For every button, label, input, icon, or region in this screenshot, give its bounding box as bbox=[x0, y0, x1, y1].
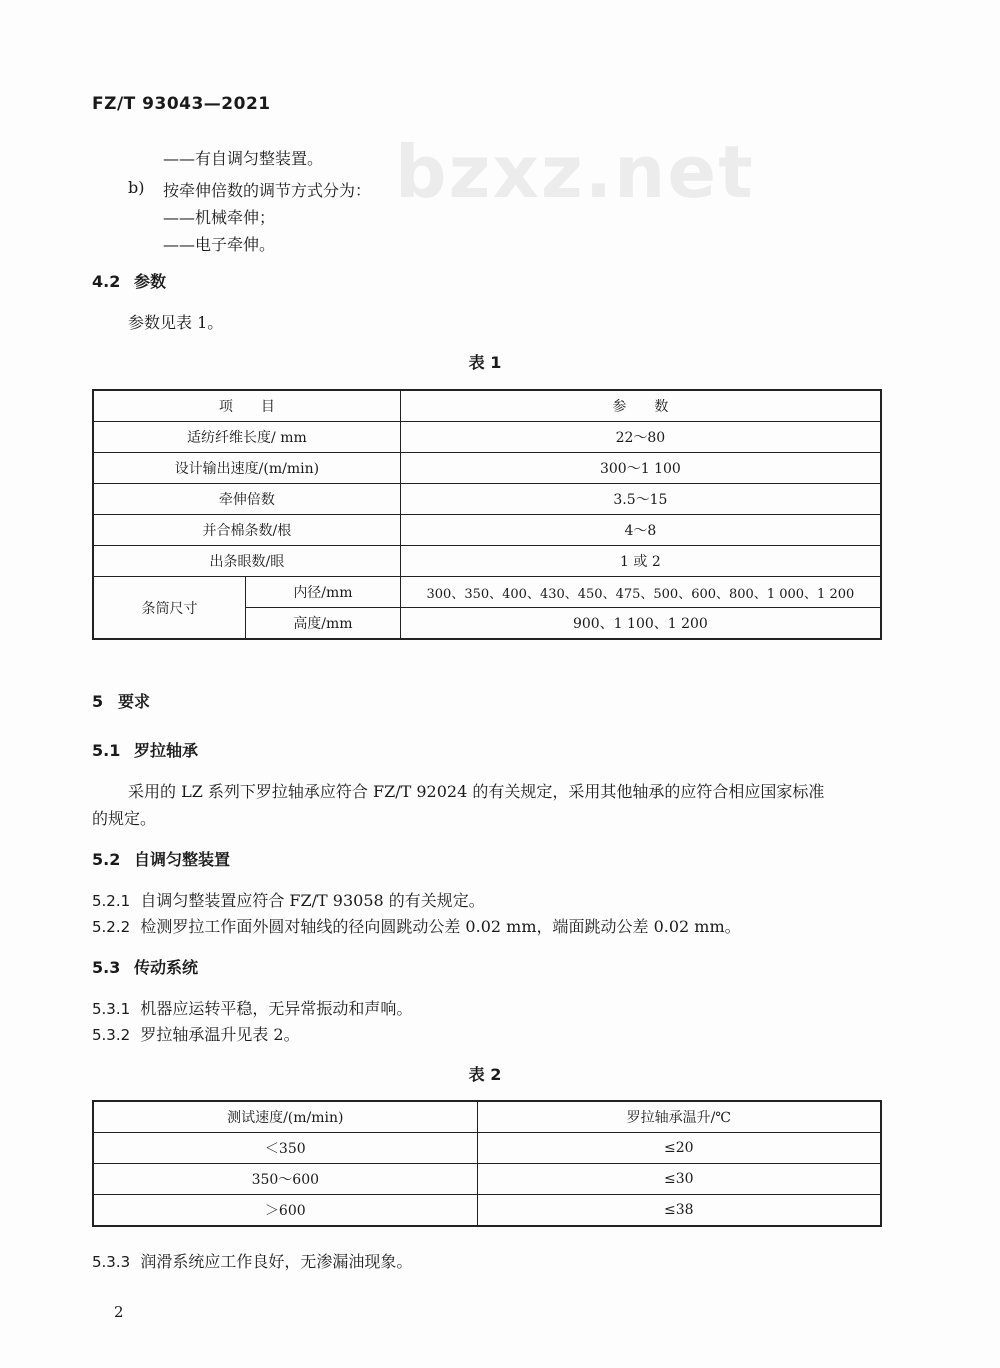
table-cell-speed: 350～600 bbox=[93, 1164, 477, 1195]
table2-caption: 表 2 bbox=[468, 1065, 502, 1084]
table1 bbox=[92, 389, 882, 640]
section-number: 5.1 bbox=[92, 741, 121, 760]
section-5-3-heading bbox=[92, 955, 198, 978]
watermark: bzxz.net bbox=[395, 130, 755, 214]
table1-caption: 表 1 bbox=[468, 353, 502, 372]
table-cell-sub-item: 内径/mm bbox=[246, 577, 401, 608]
section-title: 自调匀整装置 bbox=[134, 850, 231, 869]
table2 bbox=[92, 1100, 882, 1227]
table-row bbox=[93, 484, 881, 515]
table-cell-item: 设计输出速度/(m/min) bbox=[93, 453, 400, 484]
list-item-self-leveling: ——有自调匀整装置。 bbox=[163, 149, 324, 168]
table-cell-value: 3.5～15 bbox=[400, 484, 881, 515]
table-header-row bbox=[93, 1101, 881, 1133]
clause-text: 自调匀整装置应符合 FZ/T 93058 的有关规定。 bbox=[140, 891, 485, 910]
table-header-temp: 罗拉轴承温升/℃ bbox=[477, 1101, 881, 1133]
list-item-mechanical-draft: ——机械牵伸； bbox=[163, 208, 276, 227]
section-5-1-text-line2: 的规定。 bbox=[92, 809, 157, 828]
section-5-2-heading bbox=[92, 847, 230, 870]
table-header-row bbox=[93, 390, 881, 422]
section-4-2-text: 参数见表 1。 bbox=[128, 313, 224, 332]
clause-number: 5.3.1 bbox=[92, 1000, 131, 1018]
table-row bbox=[93, 1133, 881, 1164]
table-cell-value: 4～8 bbox=[400, 515, 881, 546]
table-header-speed: 测试速度/(m/min) bbox=[93, 1101, 477, 1133]
clause-text: 机器应运转平稳，无异常振动和声响。 bbox=[140, 999, 413, 1018]
table-cell-speed: ＜350 bbox=[93, 1133, 477, 1164]
clause-5-3-3 bbox=[92, 1249, 412, 1272]
list-item-electronic-draft: ——电子牵伸。 bbox=[163, 235, 276, 254]
table-header-item: 项 目 bbox=[93, 390, 400, 422]
section-5-1-text-line1: 采用的 LZ 系列下罗拉轴承应符合 FZ/T 92024 的有关规定，采用其他轴承的应符合相应国家标准 bbox=[128, 782, 825, 801]
clause-5-3-2 bbox=[92, 1022, 300, 1045]
table-row bbox=[93, 577, 881, 608]
table-cell-value: 300、350、400、430、450、475、500、600、800、1 000、1 200 bbox=[400, 577, 881, 608]
table-row bbox=[93, 515, 881, 546]
table-cell-speed: ＞600 bbox=[93, 1195, 477, 1227]
section-5-1-heading bbox=[92, 738, 198, 761]
standard-code-header: FZ/T 93043—2021 bbox=[92, 94, 271, 114]
clause-number: 5.2.2 bbox=[92, 918, 131, 936]
clause-number: 5.3.2 bbox=[92, 1026, 131, 1044]
clause-5-2-2 bbox=[92, 914, 741, 937]
clause-text: 罗拉轴承温升见表 2。 bbox=[140, 1025, 300, 1044]
section-title: 要求 bbox=[118, 692, 151, 711]
clause-5-2-1 bbox=[92, 888, 485, 911]
table-cell-item: 牵伸倍数 bbox=[93, 484, 400, 515]
table-cell-value: 900、1 100、1 200 bbox=[400, 608, 881, 640]
list-item-b-text: 按牵伸倍数的调节方式分为： bbox=[163, 181, 372, 200]
table-row bbox=[93, 1195, 881, 1227]
table-cell-temp: ≤38 bbox=[477, 1195, 881, 1227]
table-row bbox=[93, 422, 881, 453]
page-number: 2 bbox=[114, 1303, 124, 1321]
section-number: 5.3 bbox=[92, 958, 121, 977]
section-number: 4.2 bbox=[92, 272, 121, 291]
table-cell-value: 300～1 100 bbox=[400, 453, 881, 484]
clause-text: 检测罗拉工作面外圆对轴线的径向圆跳动公差 0.02 mm，端面跳动公差 0.02 mm。 bbox=[140, 917, 741, 936]
table-cell-item: 适纺纤维长度/ mm bbox=[93, 422, 400, 453]
section-title: 参数 bbox=[134, 272, 167, 291]
section-title: 传动系统 bbox=[134, 958, 199, 977]
table-cell-temp: ≤30 bbox=[477, 1164, 881, 1195]
table-row bbox=[93, 1164, 881, 1195]
section-5-heading bbox=[92, 689, 150, 712]
section-title: 罗拉轴承 bbox=[134, 741, 199, 760]
clause-number: 5.3.3 bbox=[92, 1253, 131, 1271]
section-4-2-heading bbox=[92, 269, 166, 292]
table-cell-item: 并合棉条数/根 bbox=[93, 515, 400, 546]
table-cell-item: 出条眼数/眼 bbox=[93, 546, 400, 577]
table-row bbox=[93, 453, 881, 484]
table-header-param: 参 数 bbox=[400, 390, 881, 422]
table-cell-value: 1 或 2 bbox=[400, 546, 881, 577]
table-cell-can-size: 条筒尺寸 bbox=[93, 577, 246, 640]
table-cell-value: 22～80 bbox=[400, 422, 881, 453]
list-item-b-label: b) bbox=[128, 178, 145, 197]
clause-number: 5.2.1 bbox=[92, 892, 131, 910]
section-number: 5.2 bbox=[92, 850, 121, 869]
table-cell-sub-item: 高度/mm bbox=[246, 608, 401, 640]
clause-text: 润滑系统应工作良好，无渗漏油现象。 bbox=[140, 1252, 413, 1271]
table-cell-temp: ≤20 bbox=[477, 1133, 881, 1164]
table-row bbox=[93, 546, 881, 577]
clause-5-3-1 bbox=[92, 996, 412, 1019]
section-number: 5 bbox=[92, 692, 104, 711]
